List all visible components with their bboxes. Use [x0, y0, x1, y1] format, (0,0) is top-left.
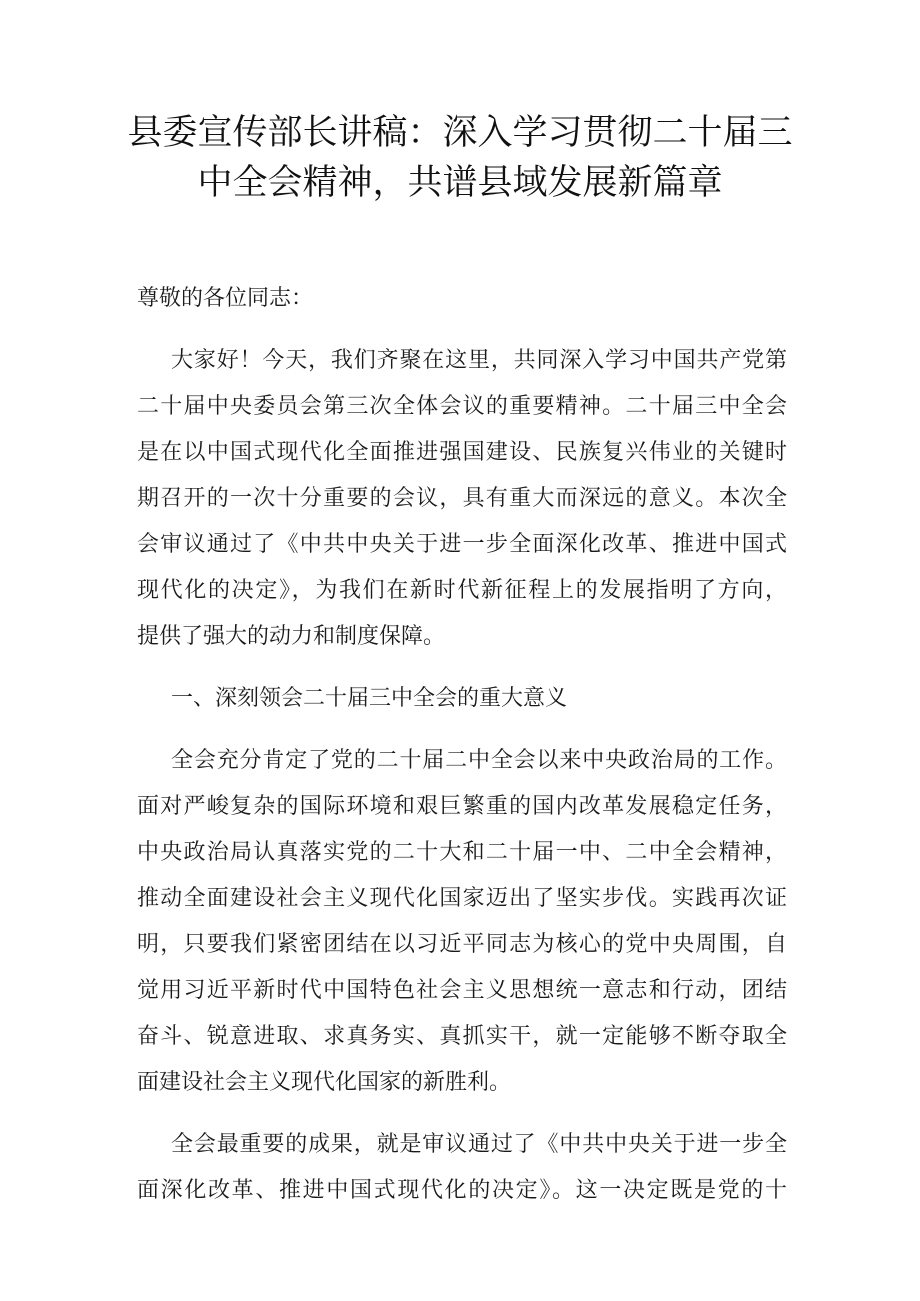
- document-title: [120, 108, 800, 208]
- paragraph-line: 面深化改革、推进中国式现代化的决定》。这一决定既是党的十: [137, 1178, 787, 1203]
- paragraph-line: 中央政治局认真落实党的二十大和二十届一中、二中全会精神，: [137, 840, 787, 865]
- section-heading: 一、深刻领会二十届三中全会的重大意义: [171, 686, 568, 711]
- paragraph-line: 明，只要我们紧密团结在以习近平同志为核心的党中央周围，自: [137, 932, 787, 957]
- paragraph-line: 全会最重要的成果，就是审议通过了《中共中央关于进一步全: [171, 1132, 787, 1157]
- paragraph-line: 提供了强大的动力和制度保障。: [137, 624, 446, 649]
- paragraph-line: 面建设社会主义现代化国家的新胜利。: [137, 1070, 512, 1095]
- paragraph-line: 是在以中国式现代化全面推进强国建设、民族复兴伟业的关键时: [137, 440, 787, 465]
- paragraph-line: 觉用习近平新时代中国特色社会主义思想统一意志和行动，团结: [137, 978, 787, 1003]
- paragraph-line: 二十届中央委员会第三次全体会议的重要精神。二十届三中全会: [137, 394, 787, 419]
- paragraph-line: 推动全面建设社会主义现代化国家迈出了坚实步伐。实践再次证: [137, 886, 787, 911]
- paragraph-line: 会审议通过了《中共中央关于进一步全面深化改革、推进中国式: [137, 532, 787, 557]
- paragraph-line: 全会充分肯定了党的二十届二中全会以来中央政治局的工作。: [171, 748, 787, 773]
- paragraph-1: [137, 338, 787, 660]
- paragraph-line: 面对严峻复杂的国际环境和艰巨繁重的国内改革发展稳定任务，: [137, 794, 787, 819]
- paragraph-line: 奋斗、锐意进取、求真务实、真抓实干，就一定能够不断夺取全: [137, 1024, 787, 1049]
- paragraph-line: 现代化的决定》，为我们在新时代新征程上的发展指明了方向，: [137, 578, 787, 603]
- paragraph-line: 大家好！今天，我们齐聚在这里，共同深入学习中国共产党第: [171, 348, 787, 373]
- title-line: 县委宣传部长讲稿：深入学习贯彻二十届三: [127, 113, 793, 153]
- title-line: 中全会精神，共谱县域发展新篇章: [197, 163, 723, 203]
- paragraph-line: 期召开的一次十分重要的会议，具有重大而深远的意义。本次全: [137, 486, 787, 511]
- document-body: [137, 276, 787, 1214]
- paragraph-2: [137, 738, 787, 1106]
- salutation: 尊敬的各位同志：: [137, 286, 314, 311]
- paragraph-3: [137, 1122, 787, 1214]
